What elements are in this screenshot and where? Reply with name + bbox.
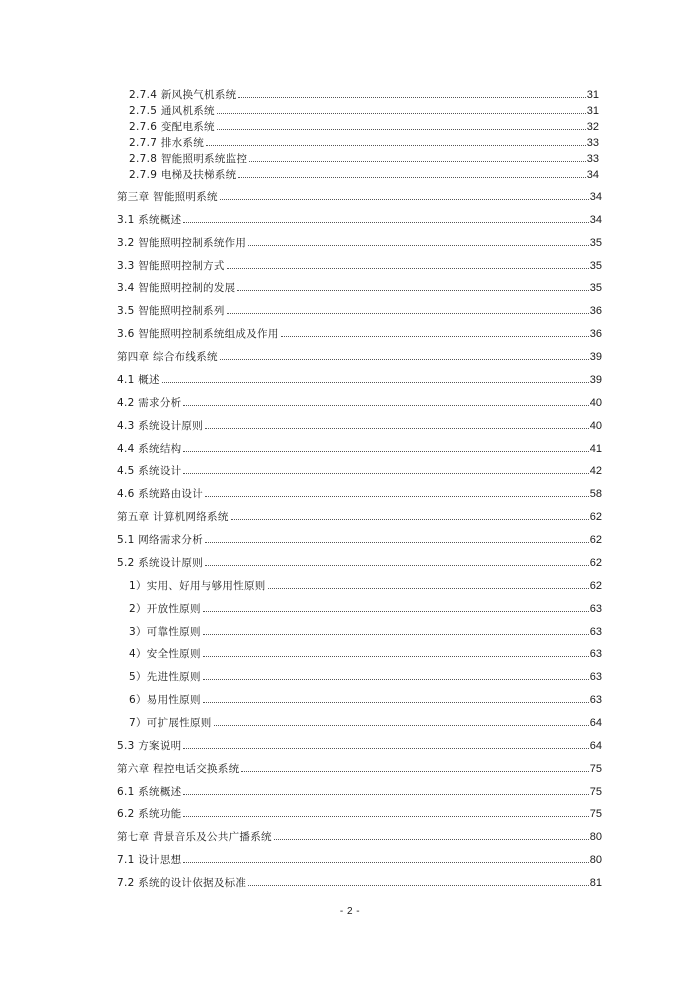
toc-entry-page: 36 [589, 328, 602, 341]
toc-entry-page: 36 [589, 305, 602, 318]
toc-entry[interactable] [117, 785, 602, 799]
toc-entry[interactable] [129, 104, 599, 118]
toc-dot-leader [238, 176, 585, 178]
toc-entry-title: 第五章 计算机网络系统 [117, 511, 229, 524]
toc-entry-page: 34 [589, 191, 602, 203]
toc-dot-leader [183, 221, 588, 223]
toc-entry-page: 40 [589, 396, 602, 409]
toc-entry[interactable] [117, 373, 602, 387]
toc-entry[interactable] [117, 487, 602, 501]
toc-dot-leader [231, 518, 589, 520]
toc-entry-page: 75 [589, 762, 602, 775]
toc-entry-page: 63 [589, 648, 602, 661]
toc-entry-title: 3.5 智能照明控制系列 [117, 305, 225, 318]
toc-entry-title: 6.1 系统概述 [117, 785, 182, 798]
toc-dot-leader [217, 112, 586, 114]
toc-entry[interactable] [129, 693, 602, 707]
toc-dot-leader [217, 128, 586, 130]
toc-entry-title: 4.1 概述 [117, 373, 160, 386]
toc-dot-leader [268, 587, 589, 589]
toc-entry-title: 6）易用性原则 [129, 694, 201, 707]
toc-dot-leader [183, 472, 588, 474]
toc-entry-title: 第七章 背景音乐及公共广播系统 [117, 831, 272, 844]
toc-entry-page: 58 [589, 488, 602, 501]
toc-entry[interactable] [129, 716, 602, 730]
toc-entry-page: 32 [586, 121, 599, 133]
toc-entry[interactable] [129, 670, 602, 684]
toc-dot-leader [203, 678, 589, 680]
toc-entry-page: 42 [589, 465, 602, 478]
toc-entry[interactable] [117, 281, 602, 295]
toc-dot-leader [249, 160, 585, 162]
toc-entry-title: 3.4 智能照明控制的发展 [117, 282, 236, 295]
toc-entry-page: 34 [586, 169, 599, 181]
toc-entry[interactable] [117, 327, 602, 341]
toc-entry-page: 63 [589, 694, 602, 707]
toc-entry-page: 62 [589, 511, 602, 524]
toc-entry-page: 31 [586, 89, 599, 101]
page-number: - 2 - [339, 906, 361, 917]
toc-entry[interactable] [117, 510, 602, 524]
toc-dot-leader [183, 450, 588, 452]
toc-entry-page: 31 [586, 105, 599, 117]
toc-entry-page: 64 [589, 717, 602, 729]
toc-entry[interactable] [117, 350, 602, 364]
toc-entry-title: 5.3 方案说明 [117, 739, 182, 752]
toc-entry-page: 62 [589, 534, 602, 547]
toc-dot-leader [205, 495, 589, 497]
toc-entry-title: 第四章 综合布线系统 [117, 351, 218, 364]
toc-dot-leader [203, 655, 589, 657]
toc-entry-page: 39 [589, 373, 602, 386]
toc-entry[interactable] [117, 259, 602, 273]
toc-entry[interactable] [117, 739, 602, 753]
toc-entry-page: 35 [589, 236, 602, 249]
toc-dot-leader [205, 427, 589, 429]
toc-entry-title: 2）开放性原则 [129, 602, 201, 615]
toc-dot-leader [205, 564, 589, 566]
toc-dot-leader [227, 267, 589, 269]
toc-entry-page: 40 [589, 419, 602, 432]
toc-entry-title: 7）可扩展性原则 [129, 717, 212, 729]
toc-entry-title: 2.7.9 电梯及扶梯系统 [129, 169, 237, 181]
toc-entry[interactable] [129, 88, 599, 102]
toc-entry-title: 4.6 系统路由设计 [117, 488, 204, 501]
toc-dot-leader [183, 793, 588, 795]
toc-dot-leader [248, 884, 589, 886]
toc-entry-title: 7.1 设计思想 [117, 854, 182, 867]
toc-dot-leader [203, 610, 589, 612]
toc-entry-title: 4.4 系统结构 [117, 442, 182, 455]
toc-dot-leader [162, 381, 589, 383]
toc-entry-page: 41 [589, 442, 602, 455]
toc-entry-page: 33 [586, 137, 599, 149]
toc-dot-leader [183, 404, 588, 406]
toc-entry-page: 35 [589, 259, 602, 272]
toc-dot-leader [220, 358, 589, 360]
toc-entry-title: 2.7.7 排水系统 [129, 137, 205, 149]
toc-dot-leader [238, 96, 585, 98]
toc-entry-title: 3.6 智能照明控制系统组成及作用 [117, 328, 279, 341]
toc-entry-title: 2.7.8 智能照明系统监控 [129, 153, 248, 165]
toc-entry[interactable] [117, 396, 602, 410]
toc-entry-title: 4.3 系统设计原则 [117, 419, 204, 432]
toc-entry-page: 64 [589, 739, 602, 752]
toc-entry-page: 63 [589, 625, 602, 638]
toc-entry[interactable] [129, 120, 599, 134]
toc-entry-title: 5.2 系统设计原则 [117, 556, 204, 569]
toc-entry-title: 4.2 需求分析 [117, 396, 182, 409]
toc-dot-leader [281, 335, 589, 337]
toc-dot-leader [183, 747, 588, 749]
toc-entry-page: 63 [589, 671, 602, 684]
toc-entry[interactable] [117, 304, 602, 318]
toc-entry[interactable] [129, 625, 602, 639]
toc-entry-page: 62 [589, 579, 602, 592]
toc-dot-leader [183, 815, 588, 817]
toc-entry[interactable] [117, 533, 602, 547]
toc-dot-leader [214, 724, 589, 726]
toc-entry-title: 第三章 智能照明系统 [117, 191, 218, 203]
toc-entry-title: 2.7.4 新风换气机系统 [129, 89, 237, 101]
toc-entry-page: 34 [589, 213, 602, 226]
toc-entry[interactable] [129, 602, 602, 616]
toc-entry-page: 35 [589, 282, 602, 295]
toc-dot-leader [220, 198, 589, 200]
toc-entry-page: 75 [589, 808, 602, 821]
toc-dot-leader [241, 770, 588, 772]
toc-entry[interactable] [117, 762, 602, 776]
toc-entry[interactable] [129, 647, 602, 661]
toc-entry-page: 80 [589, 831, 602, 844]
toc-entry-title: 4.5 系统设计 [117, 465, 182, 478]
toc-entry[interactable] [129, 152, 599, 166]
toc-entry-title: 第六章 程控电话交换系统 [117, 762, 240, 775]
toc-entry[interactable] [117, 876, 602, 890]
toc-dot-leader [183, 861, 588, 863]
toc-dot-leader [274, 838, 589, 840]
toc-dot-leader [248, 244, 589, 246]
toc-entry[interactable] [129, 168, 599, 182]
toc-entry[interactable] [117, 464, 602, 478]
toc-entry-title: 2.7.5 通风机系统 [129, 105, 215, 117]
toc-entry-page: 33 [586, 153, 599, 165]
toc-entry-page: 39 [589, 351, 602, 364]
toc-entry[interactable] [117, 442, 602, 456]
toc-entry-title: 3）可靠性原则 [129, 625, 201, 638]
toc-entry-title: 3.1 系统概述 [117, 213, 182, 226]
toc-entry-title: 3.2 智能照明控制系统作用 [117, 236, 247, 249]
toc-entry-title: 3.3 智能照明控制方式 [117, 259, 225, 272]
toc-entry-title: 1）实用、好用与够用性原则 [129, 579, 266, 592]
toc-dot-leader [203, 701, 589, 703]
toc-entry-title: 2.7.6 变配电系统 [129, 121, 215, 133]
toc-entry-title: 4）安全性原则 [129, 648, 201, 661]
toc-dot-leader [206, 144, 586, 146]
toc-entry-title: 5.1 网络需求分析 [117, 534, 204, 547]
toc-entry-page: 75 [589, 785, 602, 798]
toc-entry-page: 80 [589, 854, 602, 867]
toc-entry-title: 6.2 系统功能 [117, 808, 182, 821]
toc-entry-page: 62 [589, 556, 602, 569]
toc-entry[interactable] [117, 190, 602, 204]
toc-entry[interactable] [117, 236, 602, 250]
toc-dot-leader [237, 289, 588, 291]
toc-entry-page: 63 [589, 602, 602, 615]
toc-entry-title: 7.2 系统的设计依据及标准 [117, 877, 247, 890]
toc-entry-title: 5）先进性原则 [129, 671, 201, 684]
toc-dot-leader [203, 633, 589, 635]
toc-dot-leader [227, 312, 589, 314]
toc-entry[interactable] [117, 213, 602, 227]
toc-entry[interactable] [117, 807, 602, 821]
toc-entry[interactable] [117, 419, 602, 433]
toc-dot-leader [205, 541, 589, 543]
toc-entry-page: 81 [589, 877, 602, 890]
toc-entry[interactable] [129, 136, 599, 150]
toc-entry[interactable] [129, 579, 602, 593]
toc-entry[interactable] [117, 830, 602, 844]
toc-entry[interactable] [117, 556, 602, 570]
toc-entry[interactable] [117, 853, 602, 867]
